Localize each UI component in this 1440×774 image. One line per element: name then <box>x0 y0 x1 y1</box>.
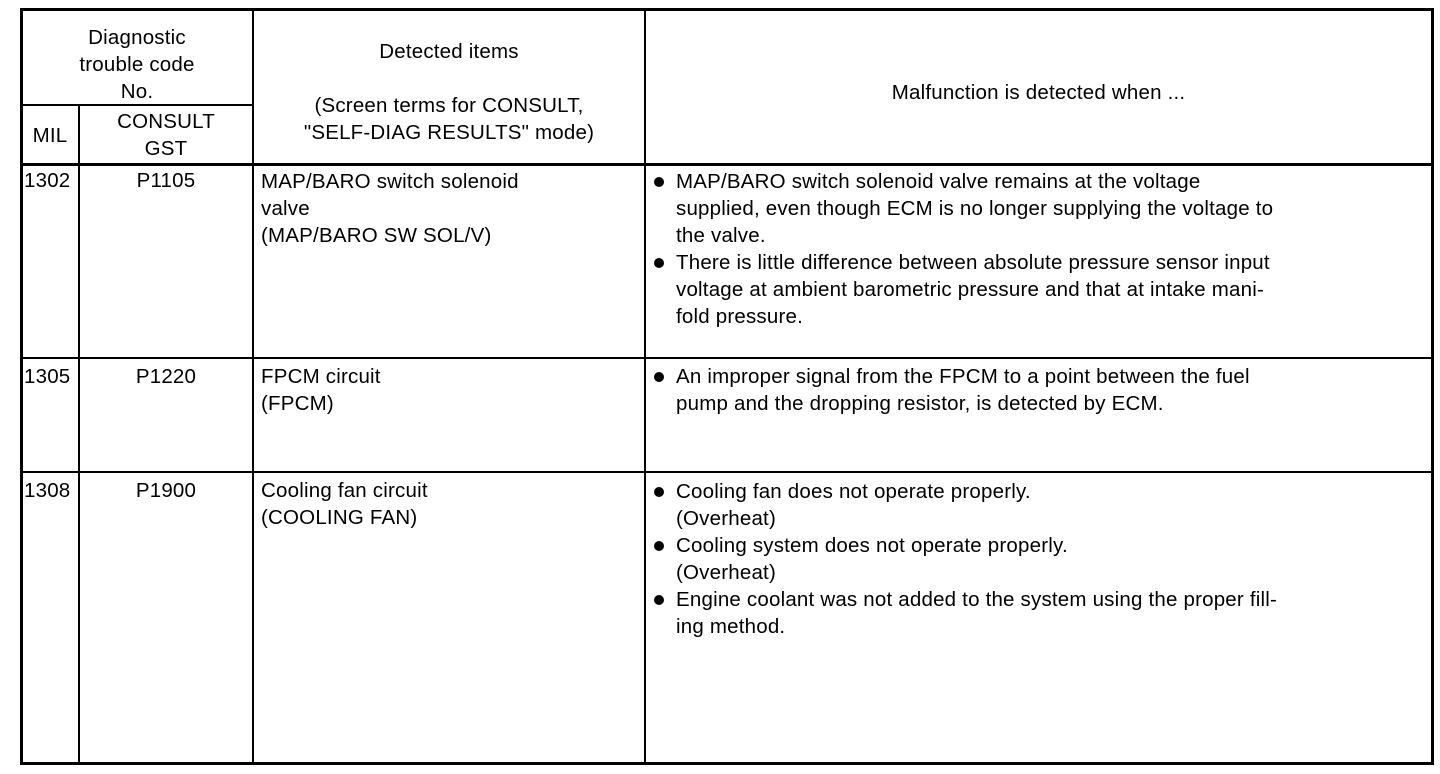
row1-mil: 1302 <box>24 169 71 192</box>
header-bottom <box>20 163 1434 166</box>
table-border-bottom <box>20 762 1434 765</box>
bullet-icon <box>654 541 664 551</box>
bullet-item: Cooling fan does not operate properly. (Overheat) <box>654 478 1424 532</box>
table-border-top <box>20 8 1434 11</box>
header-consult-gst: CONSULT GST <box>117 110 215 160</box>
divider-mil-consult <box>78 106 80 764</box>
header-malfunction: Malfunction is detected when ... <box>891 81 1186 104</box>
row-divider-1 <box>20 357 1434 359</box>
bullet-item: An improper signal from the FPCM to a point between the fuel pump and the dropping resistor, is detected by ECM. <box>654 363 1424 417</box>
row-divider-2 <box>20 471 1434 473</box>
row1-items: MAP/BARO switch solenoid valve (MAP/BARO SW SOL/V) <box>261 170 519 247</box>
row1-malfunction <box>654 168 1424 330</box>
header-dtc-group: Diagnostic trouble code No. <box>79 26 195 103</box>
row2-consult: P1220 <box>135 365 197 388</box>
header-mil: MIL <box>32 124 68 147</box>
header-screen-terms: (Screen terms for CONSULT, "SELF-DIAG RESULTS" mode) <box>303 94 595 144</box>
row3-consult: P1900 <box>135 479 197 502</box>
bullet-item: Cooling system does not operate properly. (Overheat) <box>654 532 1424 586</box>
row2-malfunction <box>654 363 1424 417</box>
table-border-right <box>1431 8 1434 765</box>
row3-mil: 1308 <box>24 479 71 502</box>
bullet-item: Engine coolant was not added to the system using the proper fill- ing method. <box>654 586 1424 640</box>
row3-malfunction <box>654 478 1424 640</box>
bullet-icon <box>654 177 664 187</box>
bullet-item: MAP/BARO switch solenoid valve remains at the voltage supplied, even though ECM is no longer supplying the voltage to the valve. <box>654 168 1424 249</box>
bullet-icon <box>654 487 664 497</box>
bullet-icon <box>654 595 664 605</box>
bullet-icon <box>654 258 664 268</box>
row2-mil: 1305 <box>24 365 71 388</box>
bullet-item: There is little difference between absolute pressure sensor input voltage at ambient barometric pressure and that at intake mani- fold pressure. <box>654 249 1424 330</box>
row3-items: Cooling fan circuit (COOLING FAN) <box>261 479 428 529</box>
header-detected-items: Detected items <box>379 40 519 63</box>
divider-items-malfunction <box>644 8 646 764</box>
bullet-icon <box>654 372 664 382</box>
row2-items: FPCM circuit (FPCM) <box>261 365 381 415</box>
row1-consult: P1105 <box>136 169 196 192</box>
